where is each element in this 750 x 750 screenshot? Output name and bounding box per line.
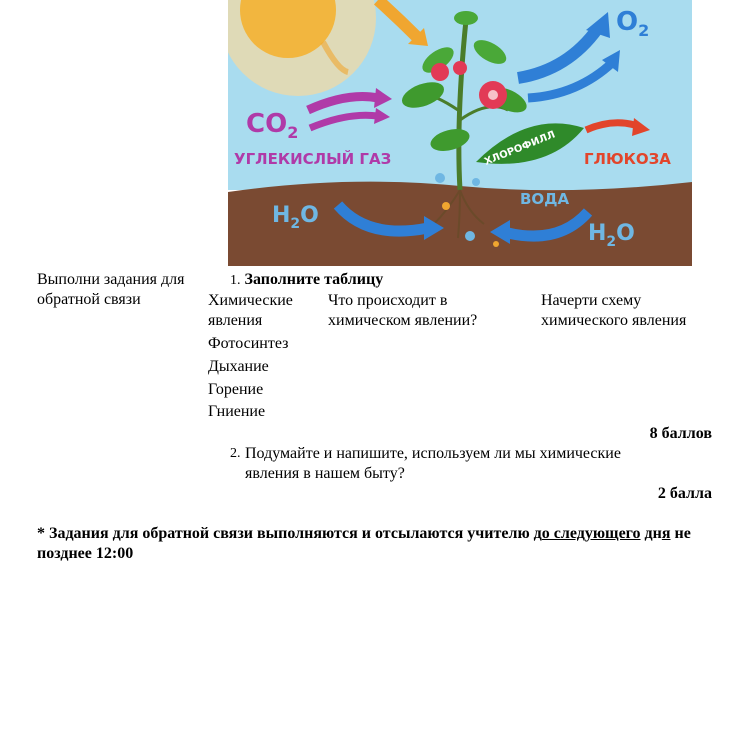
task2-text: Подумайте и напишите, используем ли мы химические явления в нашем быту? bbox=[245, 445, 621, 482]
h2o-label-right: $H_2O$ bbox=[588, 221, 635, 250]
water-label: ВОДА bbox=[520, 190, 570, 208]
photosynthesis-illustration bbox=[228, 0, 692, 266]
table-row: Дыхание bbox=[208, 358, 269, 375]
task2-score: 2 балла bbox=[657, 485, 712, 502]
task1-heading bbox=[230, 270, 383, 291]
o2-label: $O_2$ bbox=[616, 7, 650, 40]
glucose-label: ГЛЮКОЗА bbox=[584, 150, 671, 168]
chlorophyll-label: ХЛОРОФИЛЛ bbox=[483, 129, 557, 168]
table-header-draw-scheme: Начерти схему химического явления bbox=[541, 292, 687, 329]
table-row: Горение bbox=[208, 381, 264, 398]
deadline-note: * Задания для обратной связи выполняются и отсылаются учителю до следующего дня не позднее 12:00 bbox=[37, 525, 691, 562]
task2-number: 2. bbox=[230, 446, 241, 461]
carbon-dioxide-label: УГЛЕКИСЛЫЙ ГАЗ bbox=[234, 150, 392, 168]
side-label: Выполни задания для обратной связи bbox=[37, 271, 185, 308]
table-row: Фотосинтез bbox=[208, 335, 289, 352]
task1-number: 1. bbox=[230, 273, 241, 288]
task1-title: Заполните таблицу bbox=[244, 271, 384, 288]
task1-score: 8 баллов bbox=[649, 425, 712, 442]
table-header-phenomena: Химические явления bbox=[208, 292, 293, 329]
table-row: Гниение bbox=[208, 403, 266, 420]
h2o-label-left: $H_2O$ bbox=[272, 203, 319, 232]
co2-label: $CO_2$ bbox=[246, 109, 299, 142]
table-header-what-happens: Что происходит в химическом явлении? bbox=[328, 292, 478, 329]
